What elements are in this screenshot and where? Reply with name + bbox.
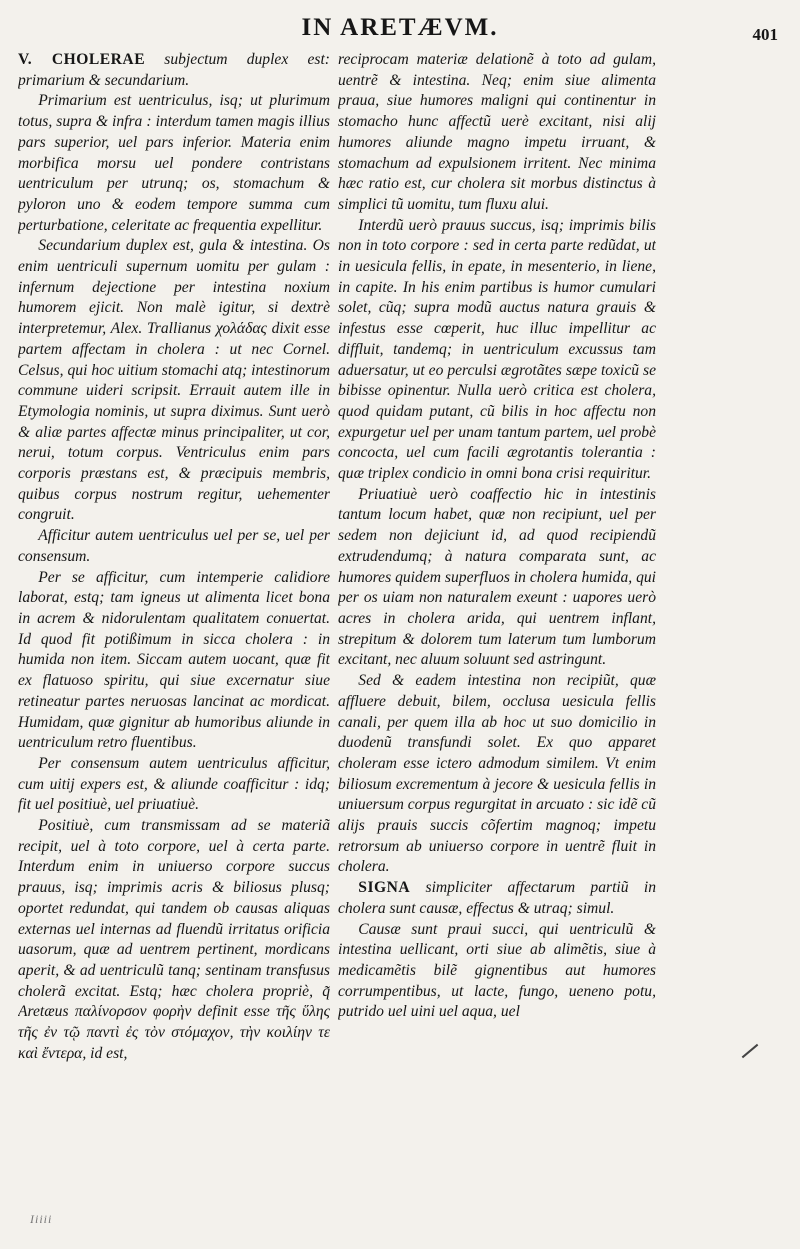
margin-pen-mark: [742, 1044, 759, 1058]
left-paragraph-2: Primarium est uentriculus, isq; ut plurimum totus, supra & infra : interdum tamen magis illius pars superior, uel pars inferior. Materia enim morbifica morsu uel pondere contristans uentriculum per utrunq; os, stomachum & pyloron uno & eodem tempore summa cum perturbatione, celeritate ac frequentia expellitur.: [18, 92, 330, 234]
right-paragraph-2: Interdũ uerò prauus succus, isq; imprimis bilis non in toto corpore : sed in certa parte redũdat, ut in uesicula fellis, in epate, in mesenterio, in liene, in capite. In his enim partibus is humor cumulari solet, cũq; supra modũ auctus natura grauis & infestus esse cœperit, huc illuc impellitur ac diffluit, tandemq; in uentriculum excussus tam aduersatur, ut eo perculsi ægrotãtes sæpe toxicũ se bibisse opinentur. Nulla uerò critica est cholera, quod quidam putant, cũ bilis in hoc affectu non expurgetur uel per unam tantum partem, uel probè concocta, uel cum facili ægrotantis tolerantia : quæ triplex condicio in omni bona crisi requiritur.: [338, 216, 656, 483]
left-paragraph-6: Per consensum autem uentriculus afficitur, cum uitij expers est, & aliunde coafficitur : idq; fit uel positiuè, uel priuatiuè.: [18, 754, 330, 814]
right-column: [338, 50, 656, 1200]
left-paragraph-1: V. CHOLERAE subjectum duplex est: primarium & secundarium.: [18, 51, 330, 89]
signa-lead: SIGNA: [358, 879, 411, 897]
page-number: 401: [752, 25, 778, 44]
left-paragraph-7: Positiuè, cum transmissam ad se materiã recipit, uel à toto corpore, uel à certa parte. Interdum enim in uniuerso corpore succus prauus, isq; imprimis acris & biliosus plusq; oportet redundat, qui tandem ob causas aliquas externas uel internas ad fluendũ irritatus orificia uasorum, quæ ad uentrem pertinent, mordicans aperit, & ad uentriculũ tanq; sentinam transfusus cholerã excitat. Estq; hæc cholera propriè, q̃ Aretæus παλίνορσον φορὴν definit esse τῆς ὕλης τῆς ἐν τῷ παντὶ ἐς τὸν στόμαχον, τὴν κοιλίην τε καὶ ἔντερα, id est,: [18, 817, 330, 1062]
left-paragraph-3: Secundarium duplex est, gula & intestina. Os enim uentriculi supernum uomitu per gulam : infernum dejectione per intestina noxium humorem ejicit. Non malè igitur, si dextrè interpretemur, Alex. Trallianus χολάδας dixit esse partem affectam in cholera : ut nec Cornel. Celsus, qui hoc uitium stomachi atq; intestinorum commune uideri scripsit. Errauit autem ille in Etymologia nominis, ut supra diximus. Sunt uerò & aliæ partes affectæ minus principaliter, ut cor, nerui, totum corpus. Ventriculus enim pars corporis præstans est, & præcipuis membris, quibus corpus nostrum regitur, uehementer congruit.: [18, 237, 330, 524]
right-paragraph-6: Causæ sunt praui succi, qui uentriculũ & intestina uellicant, orti siue ab alimẽtis, siue à medicamẽtis bilẽ gignentibus aut humores corrumpentibus, ut lacte, fungo, ueneno potu, putrido uel uini uel aqua, uel: [338, 920, 656, 1021]
section-lead: V. CHOLERAE: [18, 51, 146, 68]
running-title: IN ARETÆVM.: [301, 14, 499, 41]
right-paragraph-1: reciprocam materiæ delationẽ à toto ad gulam, uentrẽ & intestina. Neq; enim siue alimenta praua, siue humores maligni qui continentur in stomacho hunc affectũ uerè excitant, nisi alij humores aliunde magno impetu irruant, & stomachum ad expulsionem irritent. Nec minima hæc ratio est, cur cholera sit morbus distinctus à simplici tũ uomitu, tum fluxu alui.: [338, 51, 656, 213]
left-column: [18, 50, 330, 1200]
left-paragraph-4: Afficitur autem uentriculus uel per se, uel per consensum.: [18, 527, 330, 565]
left-paragraph-5: Per se afficitur, cum intemperie calidiore laborat, estq; tam igneus ut alimenta licet bona in acrem & nidorulentam qualitatem conuertat. Id quod fit potißimum in sicca cholera : in humida non item. Siccam autem uocant, quæ fit ex flatuoso spiritu, qui siue excernatur siue retineatur partes neruosas lancinat ac mordicat. Humidam, quæ gignitur ab humoribus aliunde in uentriculum retro fluentibus.: [18, 568, 330, 752]
right-paragraph-4: Sed & eadem intestina non recipiũt, quæ affluere debuit, bilem, occlusa uesicula fellis canali, per quem illa ab hoc ut suo domicilio in duodenũ transfundi solet. Ex quo apparet choleram esse ictero admodum similem. Vt enim biliosum excrementum à jecore & uesicula fellis in uniuersum corpus regurgitat in arcuato : sic idẽ cũ alijs prauis succis cõfertim magnoq; impetu retrorsum ab uniuerso corpore in uentrẽ fluit in cholera.: [338, 672, 656, 876]
right-paragraph-5: SIGNA simpliciter affectarum partiũ in cholera sunt causæ, effectus & utraq; simul.: [338, 879, 656, 917]
signature-mark: Iiiii: [30, 1212, 53, 1226]
right-paragraph-3: Priuatiuè uerò coaffectio hic in intestinis tantum locum habet, quæ non recipiunt, uel per sedem non dejiciunt id, ad quod recipiendũ extrudendumq; à natura comparata sunt, ac humores quidem superfluos in cholera humida, qui per os uiam non naturalem exeunt : uapores uerò acres in cholera arida, qui uentrem inflant, strepitum & dolorem tum laterum tum lumborum excitant, nec aluum soluunt sed astringunt.: [338, 485, 656, 669]
